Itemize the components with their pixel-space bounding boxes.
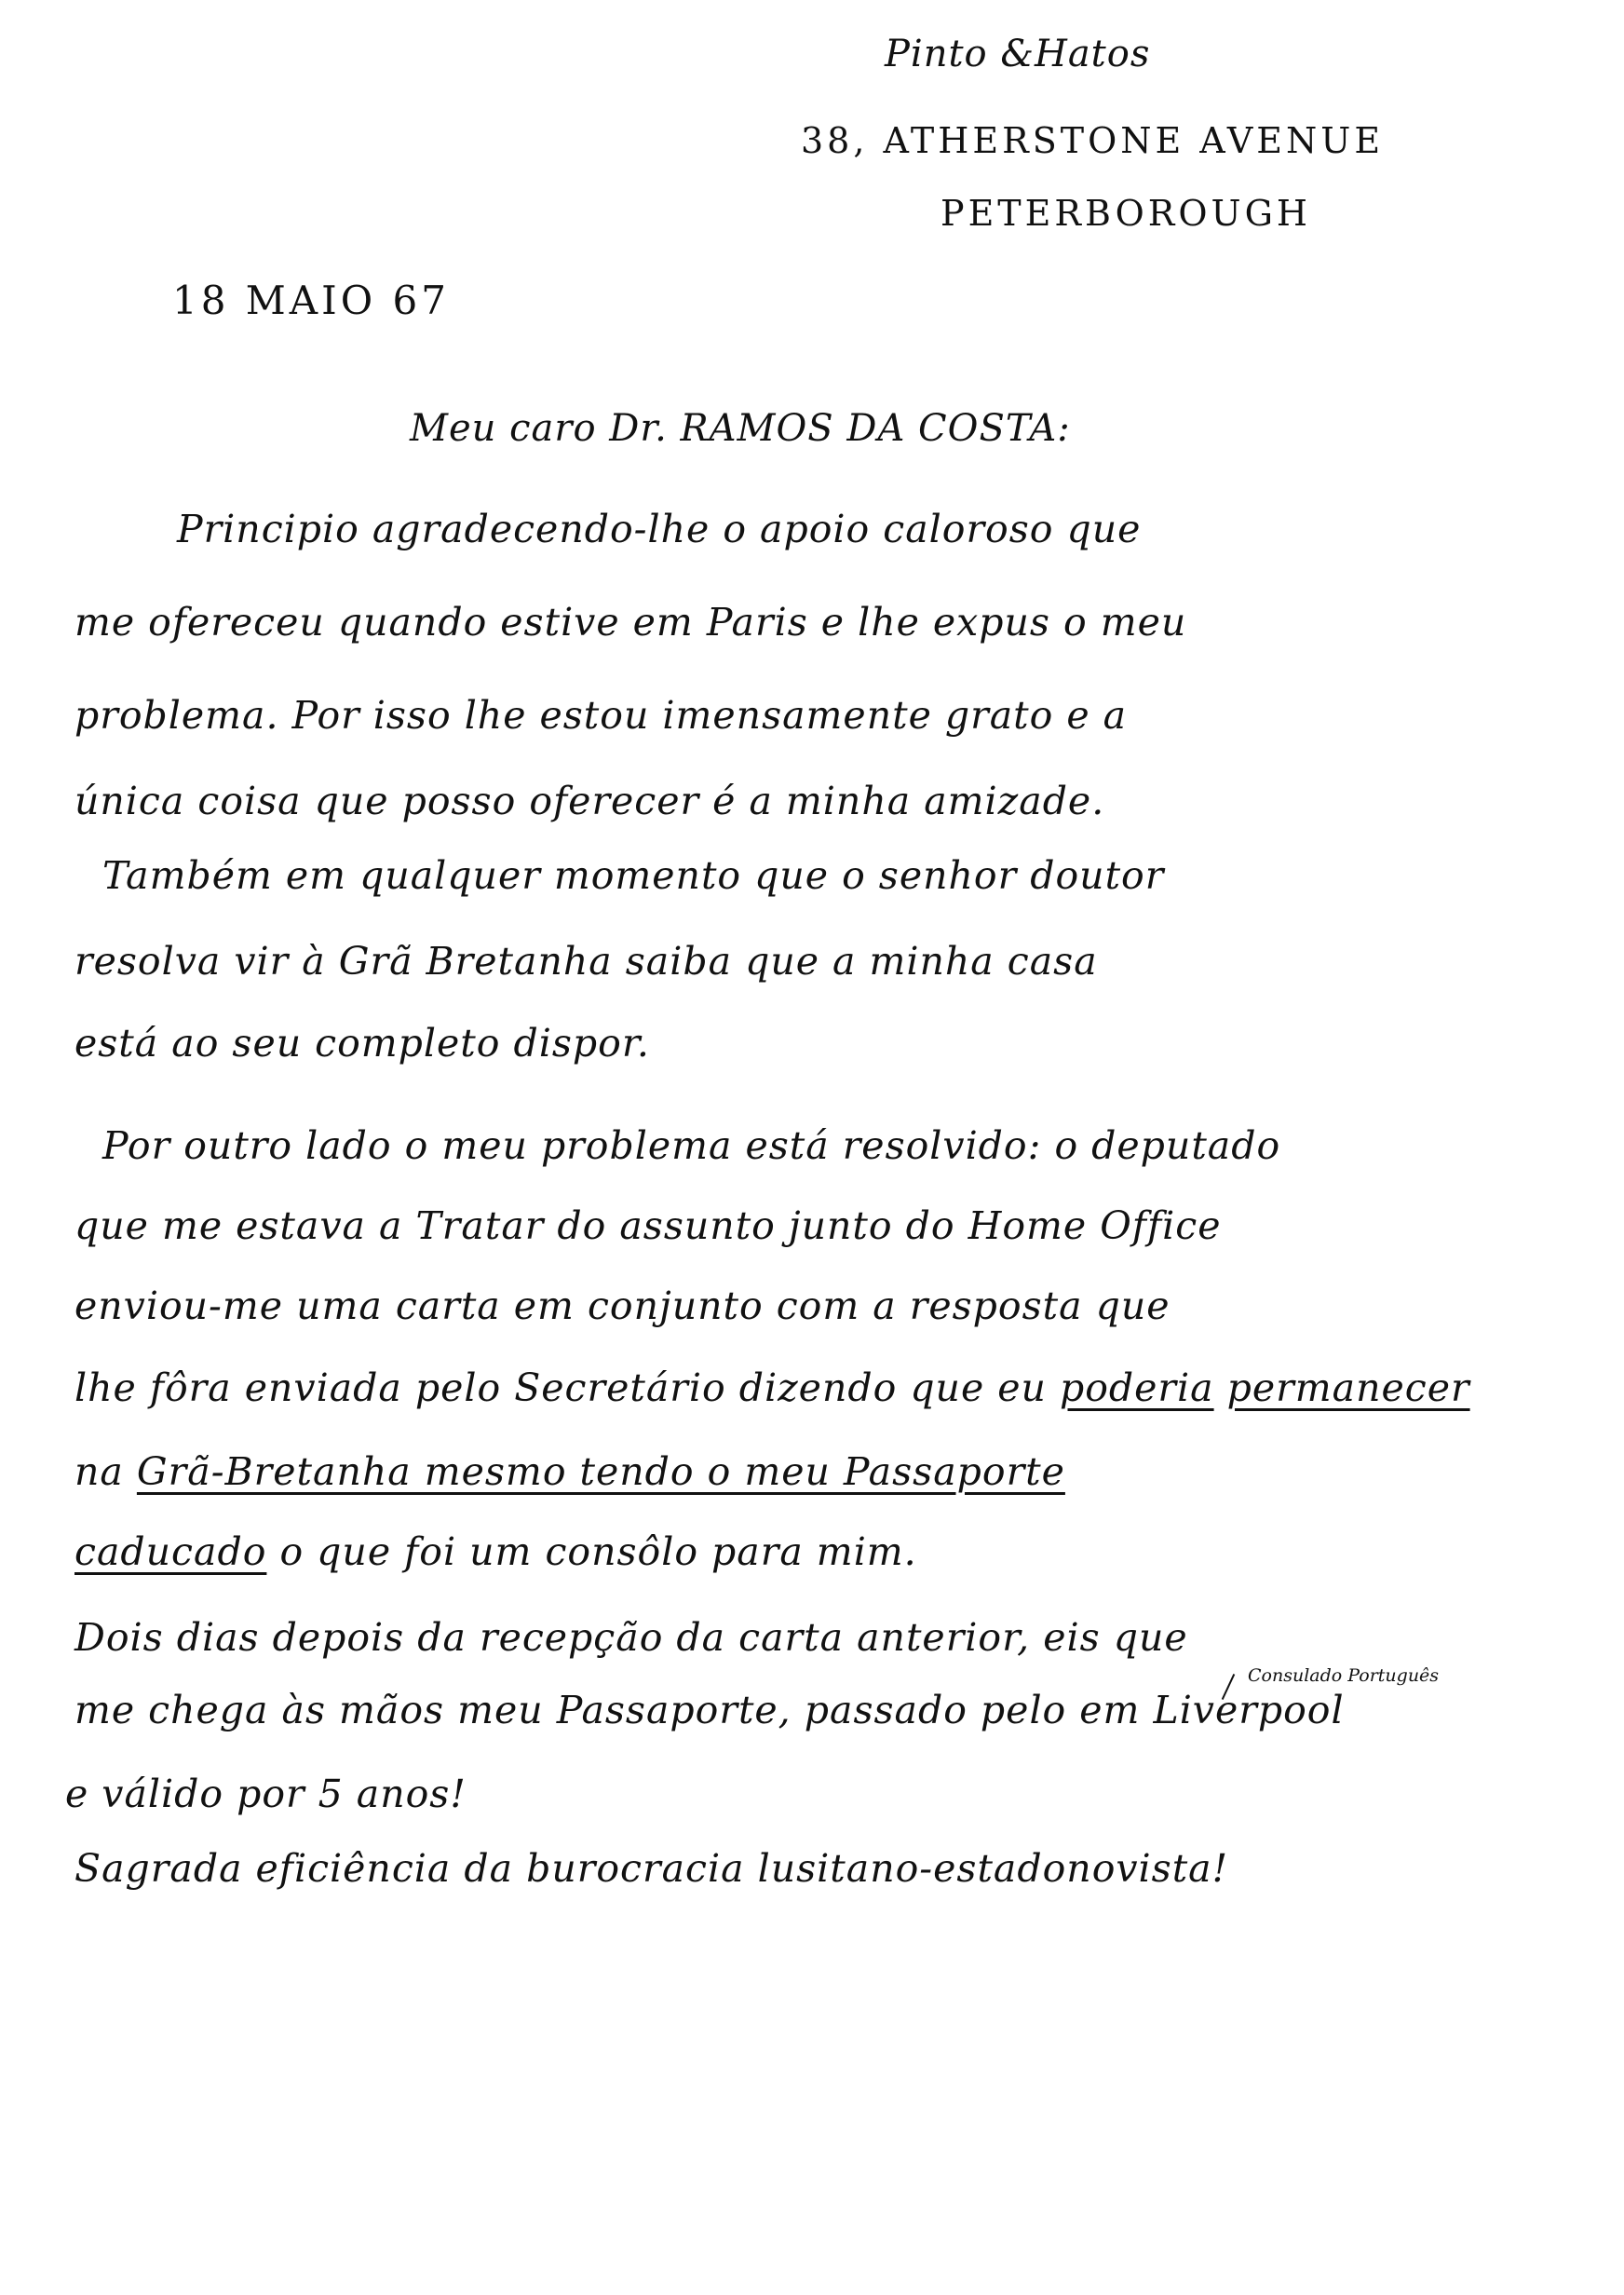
underlined-gra-bretanha-passaporte: Grã-Bretanha mesmo tendo o meu Passaporte	[136, 1449, 1065, 1494]
paragraph-3-line-4	[74, 1365, 1470, 1410]
paragraph-3-line-2: que me estava a Tratar do assunto junto do Home Office	[74, 1203, 1222, 1248]
paragraph-3-line-4-text: lhe fôra enviada pelo Secretário dizendo que eu	[74, 1365, 1047, 1410]
underlined-caducado: caducado	[74, 1529, 267, 1574]
paragraph-4-line-3: e válido por 5 anos!	[65, 1772, 467, 1816]
underlined-poderia: poderia	[1059, 1365, 1214, 1410]
paragraph-3-line-3: enviou-me uma carta em conjunto com a resposta que	[74, 1283, 1171, 1328]
sender-address-line-2: PETERBOROUGH	[941, 193, 1312, 234]
paragraph-3-line-6	[74, 1529, 917, 1574]
paragraph-3-line-1: Por outro lado o meu problema está resolvido: o deputado	[102, 1123, 1281, 1168]
paragraph-4-line-2	[74, 1688, 1345, 1732]
sender-address-line-1: 38, ATHERSTONE AVENUE	[801, 120, 1385, 161]
paragraph-1-line-4: única coisa que posso oferecer é a minha amizade.	[74, 779, 1105, 823]
paragraph-2-line-2: resolva vir à Grã Bretanha saiba que a minha casa	[74, 939, 1098, 984]
paragraph-1-line-2: me ofereceu quando estive em Paris e lhe expus o meu	[74, 600, 1187, 645]
underlined-permanecer: permanecer	[1226, 1365, 1470, 1410]
paragraph-4-line-2-text: me chega às mãos meu Passaporte, passado pelo	[74, 1688, 1067, 1732]
paragraph-2-line-3: está ao seu completo dispor.	[74, 1021, 650, 1066]
paragraph-3-line-5-prefix: na	[74, 1449, 124, 1494]
paragraph-2-line-1: Também em qualquer momento que o senhor doutor	[102, 853, 1165, 898]
paragraph-3-line-5	[74, 1449, 1065, 1494]
salutation: Meu caro Dr. RAMOS DA COSTA:	[410, 407, 1071, 450]
paragraph-1-line-1: Principio agradecendo-lhe o apoio caloroso que	[177, 507, 1142, 551]
letter-date: 18 MAIO 67	[172, 278, 450, 323]
paragraph-4-line-1: Dois dias depois da recepção da carta anterior, eis que	[74, 1615, 1188, 1660]
paragraph-3-line-6-text: o que foi um consôlo para mim.	[279, 1529, 917, 1574]
insertion-consulado-portugues: Consulado Português	[1248, 1665, 1440, 1686]
sender-name: Pinto &Hatos	[885, 33, 1151, 75]
paragraph-4-line-4: Sagrada eficiência da burocracia lusitano-estadonovista!	[74, 1846, 1229, 1891]
paragraph-1-line-3: problema. Por isso lhe estou imensamente grato e a	[74, 693, 1128, 738]
paragraph-4-line-2-place: em Liverpool	[1079, 1688, 1345, 1732]
